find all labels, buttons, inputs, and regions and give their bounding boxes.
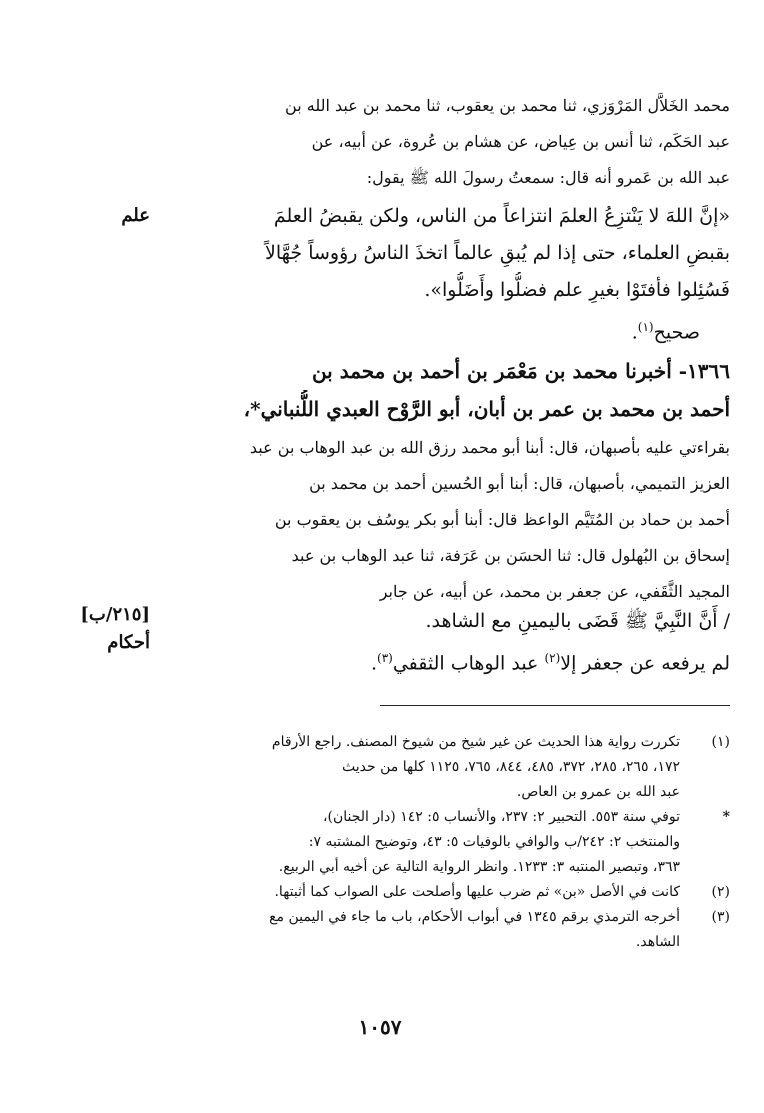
- footnote-1: [190, 730, 730, 805]
- footnote-line: أخرجه الترمذي برقم ١٣٤٥ في أبواب الأحكام، باب ما جاء في اليمين مع: [269, 909, 680, 925]
- footnote-line: والمنتخب ٢: ٢٤٢/ب والوافي بالوفيات ٥: ٤٣، وتوضيح المشتبه ٧:: [308, 834, 680, 850]
- hadith-line-1: «إنَّ اللهَ لا يَنْتزِعُ العلمَ انتزاعاً من الناس، ولكن يقبضُ العلمَ: [273, 205, 730, 227]
- intro-paragraph: [190, 88, 730, 196]
- closing-end: .: [370, 652, 377, 675]
- footnote-line: كانت في الأصل «بن» ثم ضرب عليها وأصلحت على الصواب كما أثبتها.: [274, 884, 680, 900]
- footnote-body: [190, 880, 680, 905]
- footnote-line: عبد الله بن عمرو بن العاص.: [516, 784, 680, 800]
- page-number: ١٠٥٧: [358, 1015, 402, 1039]
- footnote-body: [190, 730, 680, 805]
- hadith-line-2: بقبضِ العلماء، حتى إذا لم يُبقِ عالماً اتخذَ الناسُ رؤوساً جُهَّالاً: [265, 242, 730, 264]
- footnote-line: ١٧٢، ٢٦٥، ٢٨٥، ٣٧٢، ٤٨٥، ٨٤٤، ٧٦٥، ١١٢٥ كلها من حديث: [342, 759, 680, 775]
- footnote-line: ٣٦٣، وتبصير المنتبه ٣: ١٢٣٣. وانظر الرواية التالية عن أخيه أبي الربيع.: [278, 859, 680, 875]
- heading-line-2: أحمد بن محمد بن عمر بن أبان، أبو الرَّوْح العبدي اللُّنباني*،: [243, 397, 730, 421]
- footnote-body: [190, 905, 680, 955]
- closing-text-b: عبد الوهاب الثقفي: [392, 652, 545, 675]
- isnad-paragraph: [190, 430, 730, 610]
- footnote-number: (٢): [711, 884, 730, 900]
- isnad-line-3: أحمد بن حماد بن المُتَيَّم الواعظ قال: أبنا أبو بكر يوسُف بن يعقوب بن: [274, 510, 730, 529]
- hadith-paragraph: [190, 198, 730, 351]
- footnote-star: [190, 805, 730, 880]
- isnad-line-5: المجيد الثَّقَفي، عن جعفر بن محمد، عن أبيه، عن جابر: [379, 582, 730, 601]
- margin-note-folio: [٢١٥/ب]: [80, 604, 150, 625]
- closing-text-a: لم يرفعه عن جعفر إلا: [560, 652, 730, 675]
- isnad-line-2: العزيز التميمي، بأصبهان، قال: أبنا أبو الحُسين أحمد بن محمد بن: [309, 474, 730, 493]
- footnote-line: الشاهد.: [635, 934, 680, 950]
- grade-end: .: [631, 321, 638, 344]
- matn-line: / أَنَّ النَّبِيَّ ﷺ قَضَى باليمينِ مع الشاهد.: [425, 610, 730, 632]
- matn-paragraph: [190, 603, 730, 682]
- closing-footnote-ref-3: (٣): [377, 651, 393, 665]
- footnote-number: *: [722, 809, 730, 825]
- closing-footnote-ref-2: (٢): [544, 651, 561, 665]
- footnote-line: توفي سنة ٥٥٣. التحبير ٢: ٢٣٧، والأنساب ٥: ١٤٢ (دار الجنان)،: [323, 809, 680, 825]
- isnad-line-4: إسحاق بن البُهلول قال: ثنا الحسَن بن عَرَفة، ثنا عبد الوهاب بن عبد: [291, 546, 730, 565]
- grade-text: صحيح: [653, 321, 700, 344]
- footnote-body: [190, 805, 680, 880]
- heading-line-1: ١٣٦٦- أخبرنا محمد بن مَعْمَر بن أحمد بن محمد بن: [311, 359, 730, 383]
- footnote-line: تكررت رواية هذا الحديث عن غير شيخ من شيوخ المصنف. راجع الأرقام: [271, 734, 680, 750]
- intro-line-2: عبد الحَكَم، ثنا أنس بن عِياض، عن هشام بن عُروة، عن أبيه، عن: [311, 132, 730, 151]
- hadith-heading: [190, 352, 730, 428]
- intro-line-3: عبد الله بن عَمرو أنه قال: سمعتُ رسولَ الله ﷺ يقول:: [366, 168, 730, 187]
- footnote-2: [190, 880, 730, 905]
- footnotes-section: [190, 730, 730, 955]
- hadith-line-3: فَسُئِلوا فأفتَوْا بغيرِ علم فضلُّوا وأَضَلُّوا».: [424, 279, 730, 301]
- closing-line: [190, 640, 730, 682]
- footnote-3: [190, 905, 730, 955]
- footnote-divider: [380, 705, 730, 706]
- isnad-line-1: بقراءتي عليه بأصبهان، قال: أبنا أبو محمد رزق الله بن عبد الوهاب بن عبد: [249, 438, 730, 457]
- footnote-number: (١): [711, 734, 730, 750]
- margin-note-ilm: علم: [121, 205, 150, 226]
- grade-footnote-ref: (١): [637, 320, 654, 334]
- intro-line-1: محمد الخَلاَّل المَرْوَزي، ثنا محمد بن يعقوب، ثنا محمد بن عبد الله بن: [285, 96, 730, 115]
- footnote-number: (٣): [711, 909, 730, 925]
- grade-line: [190, 309, 730, 351]
- margin-note-ahkam: أحكام: [107, 632, 150, 653]
